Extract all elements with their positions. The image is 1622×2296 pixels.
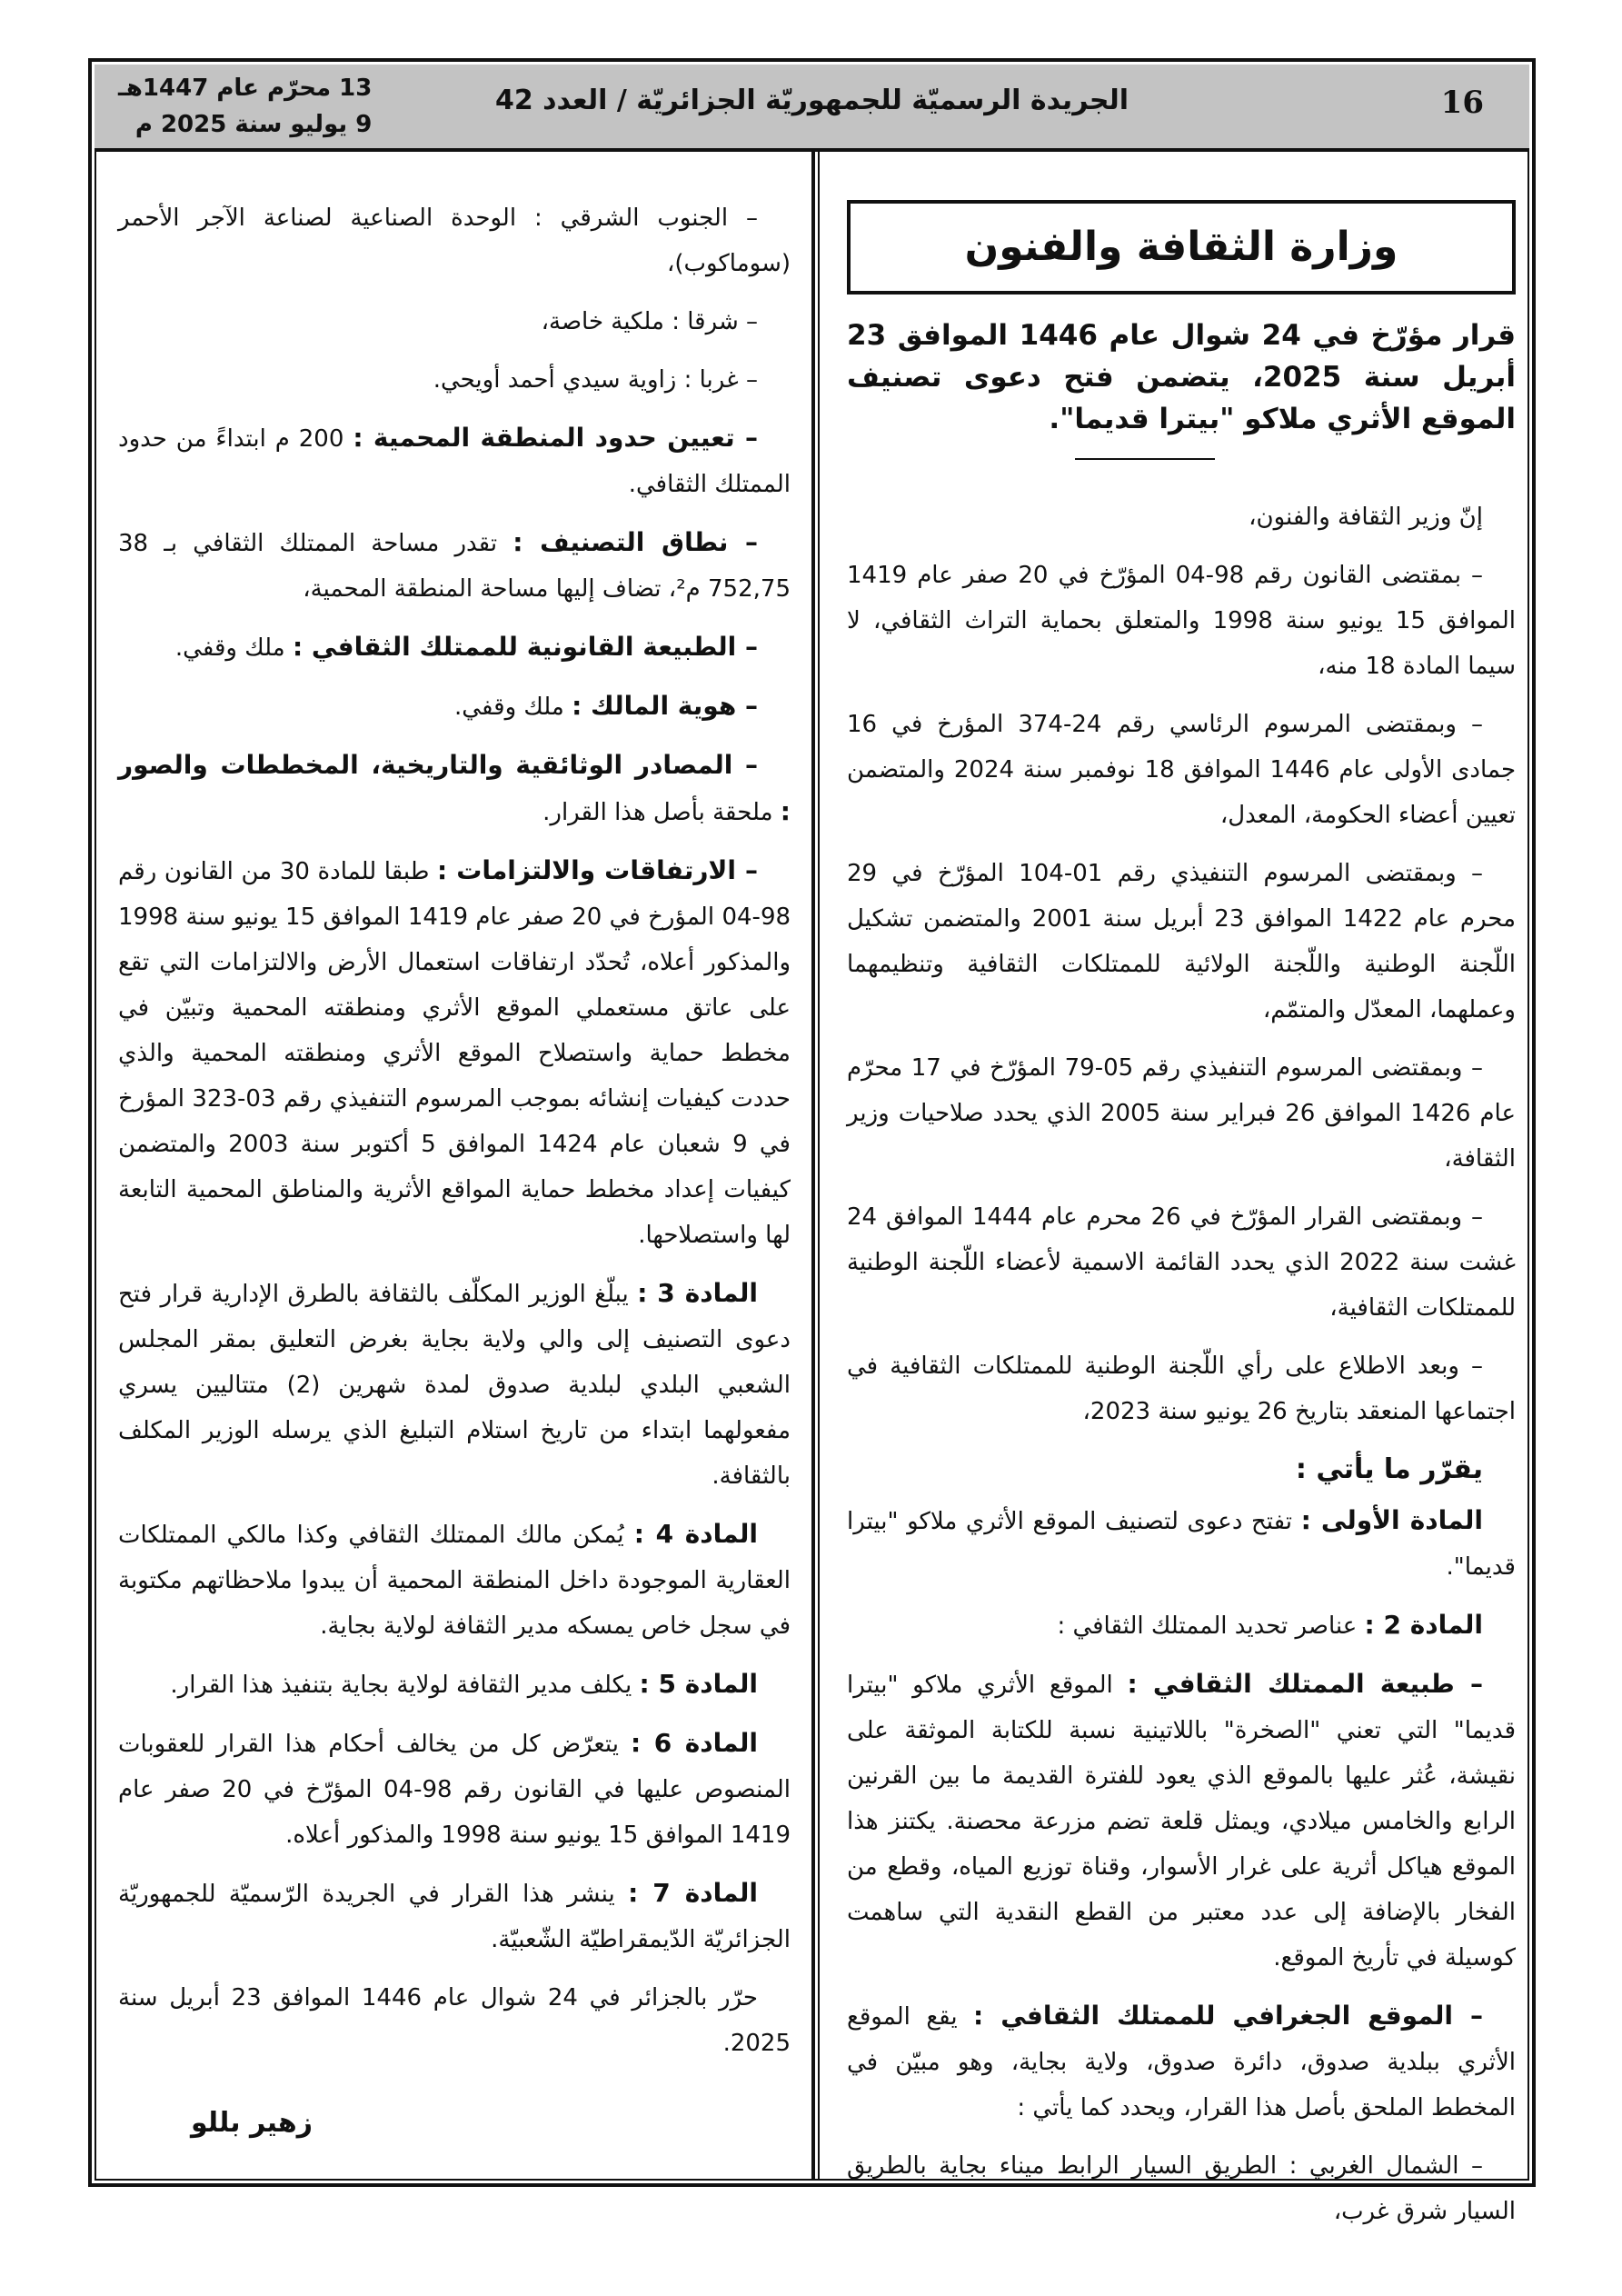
paragraph bbox=[118, 743, 791, 835]
paragraph-text: – وبعد الاطلاع على رأي اللّجنة الوطنية للممتلكات الثقافية في اجتماعها المنعقد بتاريخ 26 يونيو سنة 2023، bbox=[847, 1353, 1516, 1425]
paragraph-lead: – الارتفاقات والالتزامات : bbox=[437, 855, 758, 885]
column-divider-inner bbox=[818, 152, 820, 2181]
paragraph-lead: – نطاق التصنيف : bbox=[512, 527, 758, 557]
paragraph bbox=[847, 851, 1516, 1033]
paragraph bbox=[118, 624, 791, 671]
column-divider bbox=[811, 152, 815, 2181]
paragraph-lead: – تعيين حدود المنطقة المحمية : bbox=[353, 423, 758, 453]
paragraph bbox=[847, 1993, 1516, 2131]
paragraph-lead: – طبيعة الممتلك الثقافي : bbox=[1127, 1669, 1483, 1699]
paragraph-text: – غربا : زاوية سيدي أحمد أويحي. bbox=[433, 366, 758, 394]
paragraph-text: ملحقة بأصل هذا القرار. bbox=[542, 799, 781, 826]
paragraph bbox=[118, 357, 791, 403]
paragraph-text: عناصر تحديد الممتلك الثقافي : bbox=[1057, 1612, 1365, 1640]
paragraph bbox=[118, 299, 791, 344]
paragraph-lead: المادة 4 : bbox=[633, 1519, 758, 1549]
issue-date-gregorian: 9 يوليو سنة 2025 م bbox=[134, 111, 373, 138]
paragraph bbox=[118, 1975, 791, 2066]
paragraph-text: يقع الموقع الأثري ببلدية صدوق، دائرة صدوق، ولاية بجاية، وهو مبيّن في المخطط الملحق بأصل هذا القرار، ويحدد كما يأتي : bbox=[847, 2003, 1516, 2121]
paragraph bbox=[847, 2143, 1516, 2234]
paragraph bbox=[847, 1343, 1516, 1434]
paragraph bbox=[847, 702, 1516, 838]
paragraph bbox=[847, 1662, 1516, 1981]
paragraph-text: – الشمال الغربي : الطريق السيار الرابط ميناء بجاية بالطريق السيار شرق غرب، bbox=[847, 2152, 1516, 2225]
paragraph-text: طبقا للمادة 30 من القانون رقم 98-04 المؤرخ في 20 صفر عام 1419 الموافق 15 يونيو سنة 1998 والمذكور أعلاه، تُحدّد ارتفاقات استعمال الأرض والالتزامات التي تقع على عاتق مستعملي الموقع الأثري ومنطقته المحمية وتبيّن في مخطط حماية واستصلاح الموقع الأثري ومنطقته المحمية والذي حددت كيفيات إنشائه بموجب المرسوم التنفيذي رقم 03-323 المؤرخ في 9 شعبان عام 1424 الموافق 5 أكتوبر سنة 2003 والمتضمن كيفيات إعداد مخطط حماية المواقع الأثرية والمناطق المحمية التابعة لها واستصلاحها. bbox=[118, 858, 791, 1249]
paragraph-text: ملك وقفي. bbox=[454, 694, 572, 721]
paragraph-text: – بمقتضى القانون رقم 98-04 المؤرّخ في 20 صفر عام 1419 الموافق 15 يونيو سنة 1998 والمتعلق بحماية التراث الثقافي، لا سيما المادة 18 منه، bbox=[847, 562, 1516, 680]
paragraph bbox=[118, 684, 791, 730]
paragraph-text: تفتح دعوى لتصنيف الموقع الأثري ملاكو "بيترا قديما". bbox=[847, 1508, 1516, 1581]
paragraph-text: الموقع الأثري ملاكو "بيترا قديما" التي تعني "الصخرة" باللاتينية نسبة للكتابة الموثقة على نقيشة، عُثر عليها بالموقع الذي يعود للفترة القديمة ما بين القرنين الرابع والخامس ميلادي، ويمثل قلعة تضم مزرعة محصنة. يكتنز هذا الموقع هياكل أثرية على غرار الأسوار، وقناة توزيع المياه، وقطع من الفخار بالإضافة إلى عدد معتبر من القطع النقدية التي ساهمت كوسيلة في تأريخ الموقع. bbox=[847, 1672, 1516, 1972]
paragraph-lead: المادة 6 : bbox=[631, 1728, 759, 1758]
ministry-heading: وزارة الثقافة والفنون bbox=[847, 200, 1516, 294]
paragraph bbox=[118, 1662, 791, 1708]
paragraph-lead: – الطبيعة القانونية للممتلك الثقافي : bbox=[292, 632, 758, 662]
issue-date-hijri: 13 محرّم عام 1447هـ bbox=[118, 75, 373, 102]
paragraph bbox=[118, 195, 791, 286]
right-column bbox=[847, 200, 1516, 2247]
decision-title: قرار مؤرّخ في 24 شوال عام 1446 الموافق 23 أبريل سنة 2025، يتضمن فتح دعوى تصنيف الموقع الأثري ملاكو "بيترا قديما". bbox=[847, 319, 1517, 435]
preamble bbox=[847, 494, 1516, 1434]
paragraph bbox=[847, 1194, 1516, 1331]
paragraph-text: إنّ وزير الثقافة والفنون، bbox=[1249, 504, 1483, 531]
paragraph-text: تقدر مساحة الممتلك الثقافي بـ 38 752,75 م²، تضاف إليها مساحة المنطقة المحمية، bbox=[118, 530, 791, 603]
paragraph-text: – وبمقتضى القرار المؤرّخ في 26 محرم عام 1444 الموافق 24 غشت سنة 2022 الذي يحدد القائمة الاسمية لأعضاء اللّجنة الوطنية للممتلكات الثقافية، bbox=[847, 1203, 1516, 1322]
paragraph-text: – وبمقتضى المرسوم الرئاسي رقم 24-374 المؤرخ في 16 جمادى الأولى عام 1446 الموافق 18 نوفمبر سنة 2024 والمتضمن تعيين أعضاء الحكومة، المعدل، bbox=[847, 711, 1517, 829]
paragraph bbox=[118, 1512, 791, 1649]
page-number: 16 bbox=[1440, 85, 1484, 121]
paragraph-text: يبلّغ الوزير المكلّف بالثقافة بالطرق الإدارية قرار فتح دعوى التصنيف إلى والي ولاية بجاية بغرض التعليق بمقر المجلس الشعبي البلدي لبلدية صدوق لمدة شهرين (2) متتاليين يسري مفعولهما ابتداء من تاريخ استلام التبليغ الذي يرسله الوزير المكلف بالثقافة. bbox=[118, 1281, 791, 1490]
paragraph-text: حرّر بالجزائر في 24 شوال عام 1446 الموافق 23 أبريل سنة 2025. bbox=[118, 1984, 791, 2057]
paragraph-text: يُمكن مالك الممتلك الثقافي وكذا مالكي الممتلكات العقارية الموجودة داخل المنطقة المحمية أن يبدوا ملاحظاتهم مكتوبة في سجل خاص يمسكه مدير الثقافة لولاية بجاية. bbox=[118, 1522, 791, 1640]
paragraph-text: ينشر هذا القرار في الجريدة الرّسميّة للجمهوريّة الجزائريّة الدّيمقراطيّة الشّعبيّة. bbox=[118, 1881, 791, 1953]
articles-right bbox=[847, 1498, 1516, 2234]
decides-heading: يقرّر ما يأتي : bbox=[1295, 1453, 1483, 1485]
paragraph-lead: – هوية المالك : bbox=[572, 691, 758, 721]
paragraph-text: – وبمقتضى المرسوم التنفيذي رقم 05-79 المؤرّخ في 17 محرّم عام 1426 الموافق 26 فبراير سنة 2005 الذي يحدد صلاحيات وزير الثقافة، bbox=[847, 1054, 1516, 1173]
paragraph-lead: – المصادر الوثائقية والتاريخية، المخططات والصور : bbox=[118, 750, 791, 826]
page-header bbox=[95, 65, 1529, 152]
paragraph bbox=[847, 1498, 1516, 1590]
signature: زهير بللو bbox=[191, 2107, 313, 2139]
articles-left bbox=[118, 195, 791, 2066]
paragraph bbox=[847, 1602, 1516, 1649]
paragraph bbox=[118, 1871, 791, 1962]
paragraph-text: 200 م ابتداءً من حدود الممتلك الثقافي. bbox=[118, 425, 791, 498]
paragraph bbox=[847, 494, 1516, 540]
separator-rule bbox=[1075, 458, 1215, 460]
paragraph bbox=[118, 848, 791, 1258]
paragraph-text: – الجنوب الشرقي : الوحدة الصناعية لصناعة الآجر الأحمر (سوماكوب)، bbox=[118, 205, 791, 277]
paragraph bbox=[118, 520, 791, 612]
paragraph-text: – وبمقتضى المرسوم التنفيذي رقم 01-104 المؤرّخ في 29 محرم عام 1422 الموافق 23 أبريل سنة 2001 والمتضمن تشكيل اللّجنة الوطنية واللّجنة الولائية للممتلكات الثقافية وتنظيمهما وعملهما، المعدّل والمتمّم، bbox=[847, 860, 1516, 1023]
left-column bbox=[118, 195, 791, 2079]
paragraph-lead: المادة 3 : bbox=[637, 1278, 758, 1308]
issue-date bbox=[118, 70, 372, 143]
paragraph bbox=[118, 1721, 791, 1858]
paragraph bbox=[847, 553, 1516, 689]
paragraph-text: – شرقا : ملكية خاصة، bbox=[541, 308, 758, 335]
paragraph-lead: المادة 7 : bbox=[628, 1878, 758, 1908]
paragraph bbox=[118, 1271, 791, 1499]
paragraph-lead: المادة الأولى : bbox=[1300, 1505, 1483, 1535]
gazette-title: الجريدة الرسميّة للجمهوريّة الجزائريّة / العدد 42 bbox=[494, 85, 1129, 116]
paragraph bbox=[847, 1045, 1516, 1182]
paragraph bbox=[118, 415, 791, 507]
paragraph-text: ملك وقفي. bbox=[174, 634, 293, 662]
paragraph-text: يكلف مدير الثقافة لولاية بجاية بتنفيذ هذا القرار. bbox=[170, 1672, 640, 1699]
paragraph-lead: المادة 2 : bbox=[1364, 1610, 1483, 1640]
paragraph-text: يتعرّض كل من يخالف أحكام هذا القرار للعقوبات المنصوص عليها في القانون رقم 98-04 المؤرّخ في 20 صفر عام 1419 الموافق 15 يونيو سنة 1998 والمذكور أعلاه. bbox=[118, 1731, 791, 1849]
paragraph-lead: المادة 5 : bbox=[639, 1669, 758, 1699]
paragraph-lead: – الموقع الجغرافي للممتلك الثقافي : bbox=[973, 2001, 1483, 2031]
